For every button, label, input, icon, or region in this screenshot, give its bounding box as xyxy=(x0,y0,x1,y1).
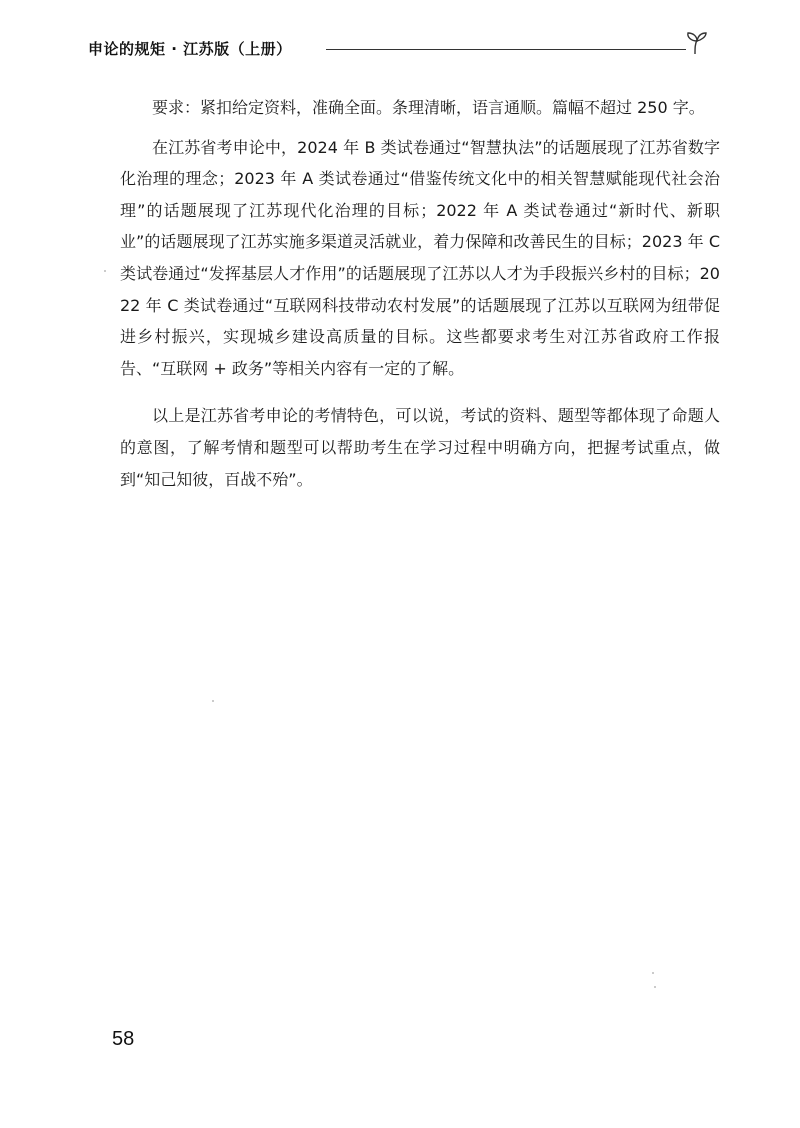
running-header-title: 申论的规矩 · 江苏版（上册） xyxy=(88,40,292,58)
running-header xyxy=(88,36,718,66)
paragraph-topics: 在江苏省考申论中，2024 年 B 类试卷通过“智慧执法”的话题展现了江苏省数字化治理的理念；2023 年 A 类试卷通过“借鉴传统文化中的相关智慧赋能现代社会治理”的话题展现了江苏现代化治理的目标；2022 年 A 类试卷通过“新时代、新职业”的话题展现了江苏实施多渠道灵活就业，着力保障和改善民生的目标；2023 年 C 类试卷通过“发挥基层人才作用”的话题展现了江苏以人才为手段振兴乡村的目标；2022 年 C 类试卷通过“互联网科技带动农村发展”的话题展现了江苏以互联网为纽带促进乡村振兴，实现城乡建设高质量的目标。这些都要求考生对江苏省政府工作报告、“互联网 + 政务”等相关内容有一定的了解。 xyxy=(120,137,720,378)
paragraph-summary: 以上是江苏省考申论的考情特色，可以说，考试的资料、题型等都体现了命题人的意图，了解考情和题型可以帮助考生在学习过程中明确方向，把握考试重点，做到“知己知彼，百战不殆”。 xyxy=(120,406,720,489)
header-rule xyxy=(326,49,686,50)
sprout-icon xyxy=(682,32,712,56)
page-number: 58 xyxy=(112,1028,135,1050)
scan-speck xyxy=(104,270,106,272)
scan-speck xyxy=(212,700,214,702)
page-body xyxy=(120,92,720,495)
scan-speck xyxy=(652,972,654,974)
requirement-line: 要求：紧扣给定资料，准确全面。条理清晰，语言通顺。篇幅不超过 250 字。 xyxy=(152,98,705,117)
scan-speck xyxy=(654,986,656,988)
